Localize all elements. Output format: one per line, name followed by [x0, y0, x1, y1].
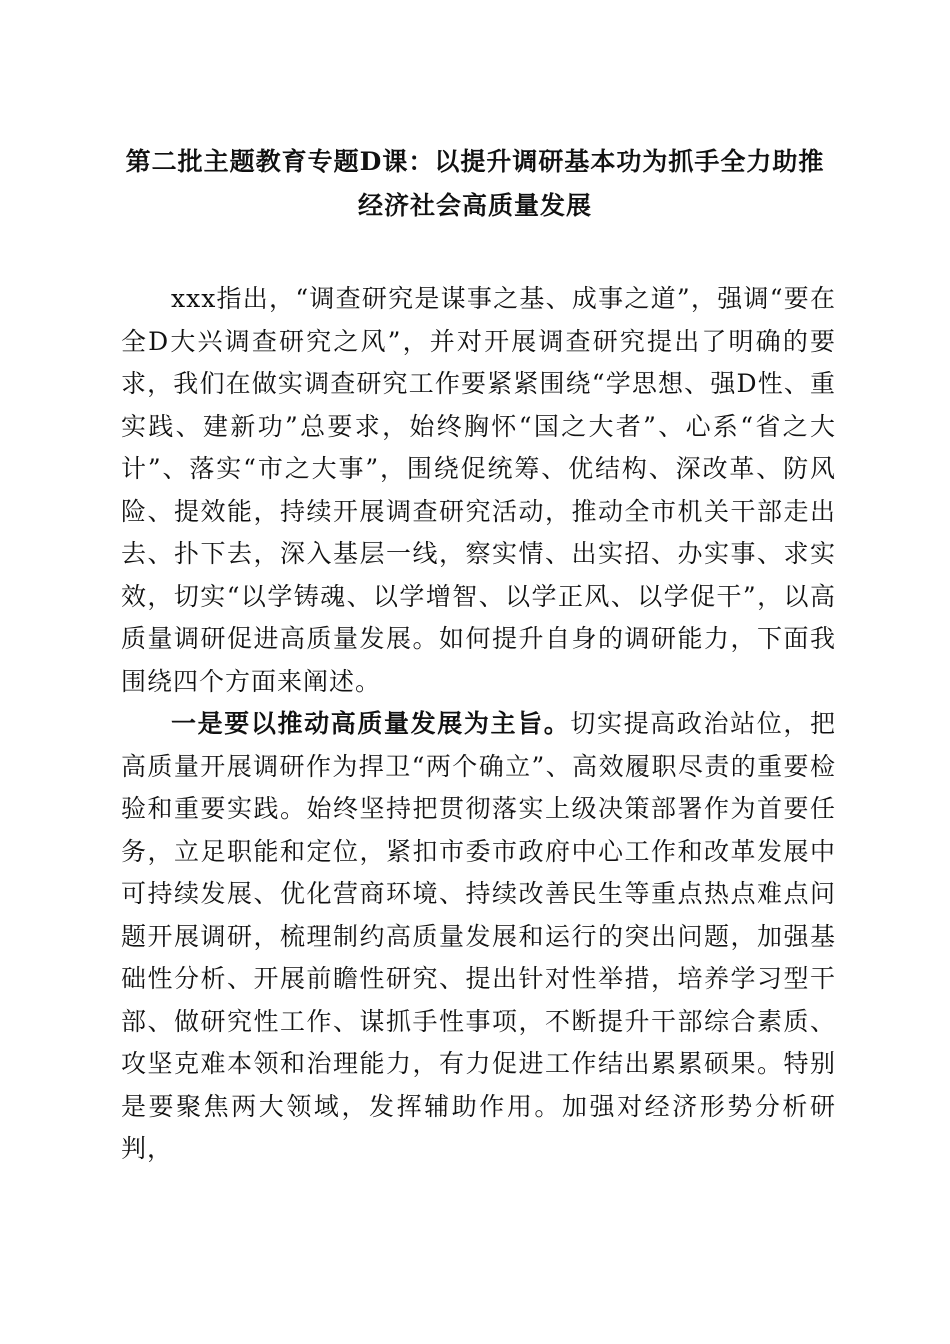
paragraph-intro-text: xxx指出，“调查研究是谋事之基、成事之道”，强调“要在全D大兴调查研究之风”，并对开展调查研究提出了明确的要求，我们在做实调查研究工作要紧紧围绕“学思想、强D性、重实践、建新功”总要求，始终胸怀“国之大者”、心系“省之大计”、落实“市之大事”，围绕促统筹、优结构、深改革、防风险、提效能，持续开展调查研究活动，推动全市机关干部走出去、扑下去，深入基层一线，察实情、出实招、办实事、求实效，切实“以学铸魂、以学增智、以学正风、以学促干”，以高质量调研促进高质量发展。如何提升自身的调研能力，下面我围绕四个方面来阐述。 — [121, 284, 836, 696]
document-body — [121, 278, 836, 1171]
document-title — [100, 140, 850, 228]
paragraph-intro — [121, 278, 836, 703]
paragraph-point-one-lead: 一是要以推动高质量发展为主旨。 — [171, 709, 571, 738]
title-line-2: 经济社会高质量发展 — [357, 191, 592, 220]
paragraph-point-one-text: 切实提高政治站位，把高质量开展调研作为捍卫“两个确立”、高效履职尽责的重要检验和重要实践。始终坚持把贯彻落实上级决策部署作为首要任务，立足职能和定位，紧扣市委市政府中心工作和改革发展中可持续发展、优化营商环境、持续改善民生等重点热点难点问题开展调研，梳理制约高质量发展和运行的突出问题，加强基础性分析、开展前瞻性研究、提出针对性举措，培养学习型干部、做研究性工作、谋抓手性事项，不断提升干部综合素质、攻坚克难本领和治理能力，有力促进工作结出累累硕果。特别是要聚焦两大领域，发挥辅助作用。加强对经济形势分析研判， — [121, 709, 836, 1163]
title-line-1: 第二批主题教育专题D课：以提升调研基本功为抓手全力助推 — [125, 147, 825, 176]
paragraph-point-one — [121, 703, 836, 1171]
